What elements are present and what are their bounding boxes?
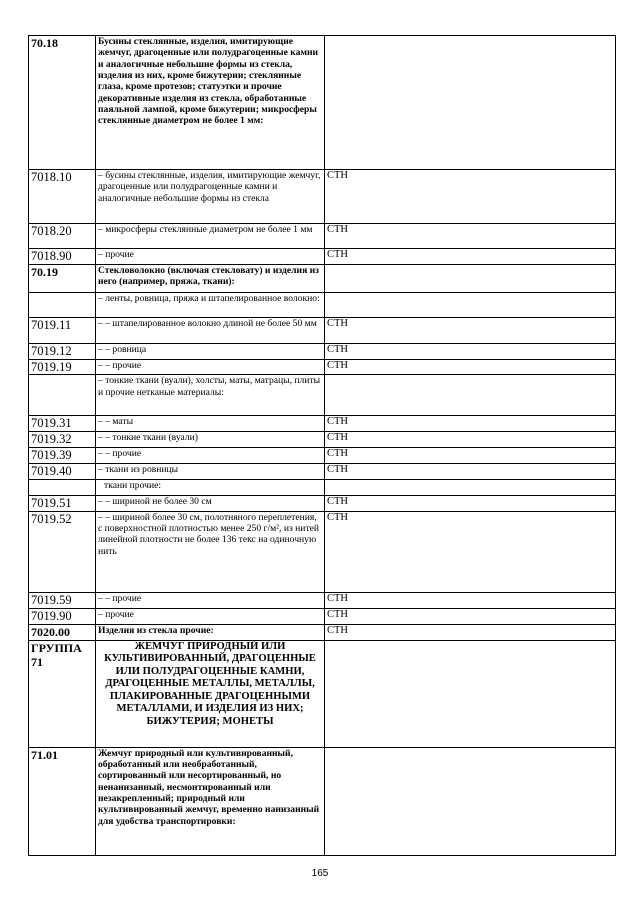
group-header-row: [29, 640, 616, 747]
commodity-description: – прочие: [96, 249, 325, 265]
commodity-description: – – ровница: [96, 343, 325, 359]
hs-code: 7019.40: [29, 464, 96, 480]
hs-code: [29, 292, 96, 317]
page-number: 165: [311, 868, 329, 879]
table-row: [29, 317, 616, 343]
commodity-description: – ткани из ровницы: [96, 464, 325, 480]
duty-rate: СТН: [325, 511, 616, 592]
commodity-description: – – шириной более 30 см, полотняного переплетения, с поверхностной плотностью менее 250 г/м², из нитей линейной плотности не более 136 текс на одиночную нить: [96, 511, 325, 592]
table-row: [29, 359, 616, 375]
commodity-description: – – штапелированное волокно длиной не более 50 мм: [96, 317, 325, 343]
duty-rate: [325, 480, 616, 496]
table-row: [29, 170, 616, 224]
duty-rate: СТН: [325, 249, 616, 265]
table-row: [29, 343, 616, 359]
table-row: [29, 416, 616, 432]
table-row: [29, 249, 616, 265]
duty-rate: СТН: [325, 317, 616, 343]
duty-rate: [325, 375, 616, 416]
commodity-description: Изделия из стекла прочие:: [96, 624, 325, 640]
commodity-description: – – шириной не более 30 см: [96, 496, 325, 512]
table-row: [29, 432, 616, 448]
commodity-description: Жемчуг природный или культивированный, обработанный или необработанный, сортированный или несортированный, но ненанизанный, несмонтированный или незакрепленный; природный или культивированный жемчуг, временно нанизанный для удобства транспортировки:: [96, 747, 325, 855]
table-row: [29, 375, 616, 416]
duty-rate: [325, 264, 616, 292]
commodity-description: Бусины стеклянные, изделия, имитирующие жемчуг, драгоценные или полудрагоценные камни и аналогичные небольшие формы из стекла, изделия из них, кроме бижутерии; стеклянные глаза, кроме протезов; статуэтки и прочие декоративные изделия из стекла, обработанные паяльной лампой, кроме бижутерии; микросферы стеклянные диаметром не более 1 мм:: [96, 36, 325, 170]
hs-code: 7019.52: [29, 511, 96, 592]
duty-rate: СТН: [325, 592, 616, 608]
hs-code: 7019.59: [29, 592, 96, 608]
duty-rate: СТН: [325, 432, 616, 448]
hs-code: 7020.00: [29, 624, 96, 640]
table-row: [29, 264, 616, 292]
table-row: [29, 36, 616, 170]
duty-rate: СТН: [325, 343, 616, 359]
hs-code: 7019.11: [29, 317, 96, 343]
table-row: [29, 592, 616, 608]
duty-rate: СТН: [325, 464, 616, 480]
duty-rate: СТН: [325, 224, 616, 249]
table-row: [29, 608, 616, 624]
table-row: [29, 747, 616, 855]
commodity-description: – ленты, ровница, пряжа и штапелированное волокно:: [96, 292, 325, 317]
commodity-description: – – прочие: [96, 448, 325, 464]
tariff-table: [28, 35, 616, 856]
table-row: [29, 464, 616, 480]
commodity-description: – прочие: [96, 608, 325, 624]
group-title: ЖЕМЧУГ ПРИРОДНЫЙ ИЛИ КУЛЬТИВИРОВАННЫЙ, ДРАГОЦЕННЫЕ ИЛИ ПОЛУДРАГОЦЕННЫЕ КАМНИ, ДРАГОЦЕННЫЕ МЕТАЛЛЫ, МЕТАЛЛЫ, ПЛАКИРОВАННЫЕ ДРАГОЦЕННЫМИ МЕТАЛЛАМИ, И ИЗДЕЛИЯ ИЗ НИХ; БИЖУТЕРИЯ; МОНЕТЫ: [96, 640, 325, 747]
hs-code: 7018.90: [29, 249, 96, 265]
tariff-table-body: [29, 36, 616, 856]
hs-code: 7019.31: [29, 416, 96, 432]
hs-code: 7018.10: [29, 170, 96, 224]
table-row: [29, 292, 616, 317]
duty-rate: СТН: [325, 608, 616, 624]
commodity-description: ткани прочие:: [96, 480, 325, 496]
hs-code: 7019.39: [29, 448, 96, 464]
table-row: [29, 448, 616, 464]
duty-rate: [325, 747, 616, 855]
table-row: [29, 224, 616, 249]
duty-rate: [325, 292, 616, 317]
duty-rate: СТН: [325, 359, 616, 375]
table-row: [29, 624, 616, 640]
table-row: [29, 511, 616, 592]
commodity-description: – бусины стеклянные, изделия, имитирующие жемчуг, драгоценные или полудрагоценные камни и аналогичные небольшие формы из стекла: [96, 170, 325, 224]
commodity-description: Стекловолокно (включая стекловату) и изделия из него (например, пряжа, ткани):: [96, 264, 325, 292]
duty-rate: [325, 640, 616, 747]
hs-code: 71.01: [29, 747, 96, 855]
duty-rate: [325, 36, 616, 170]
hs-code: [29, 375, 96, 416]
table-row: [29, 496, 616, 512]
duty-rate: СТН: [325, 624, 616, 640]
hs-code: 7019.12: [29, 343, 96, 359]
duty-rate: СТН: [325, 170, 616, 224]
hs-code: 7018.20: [29, 224, 96, 249]
duty-rate: СТН: [325, 448, 616, 464]
duty-rate: СТН: [325, 496, 616, 512]
commodity-description: – – прочие: [96, 592, 325, 608]
hs-code: [29, 480, 96, 496]
table-row: [29, 480, 616, 496]
commodity-description: – – прочие: [96, 359, 325, 375]
duty-rate: СТН: [325, 416, 616, 432]
hs-code: 70.18: [29, 36, 96, 170]
commodity-description: – – маты: [96, 416, 325, 432]
commodity-description: – – тонкие ткани (вуали): [96, 432, 325, 448]
hs-code: 7019.51: [29, 496, 96, 512]
hs-code: 7019.32: [29, 432, 96, 448]
group-code: ГРУППА 71: [29, 640, 96, 747]
hs-code: 7019.90: [29, 608, 96, 624]
commodity-description: – микросферы стеклянные диаметром не более 1 мм: [96, 224, 325, 249]
hs-code: 7019.19: [29, 359, 96, 375]
hs-code: 70.19: [29, 264, 96, 292]
commodity-description: – тонкие ткани (вуали), холсты, маты, матрацы, плиты и прочие нетканые материалы:: [96, 375, 325, 416]
